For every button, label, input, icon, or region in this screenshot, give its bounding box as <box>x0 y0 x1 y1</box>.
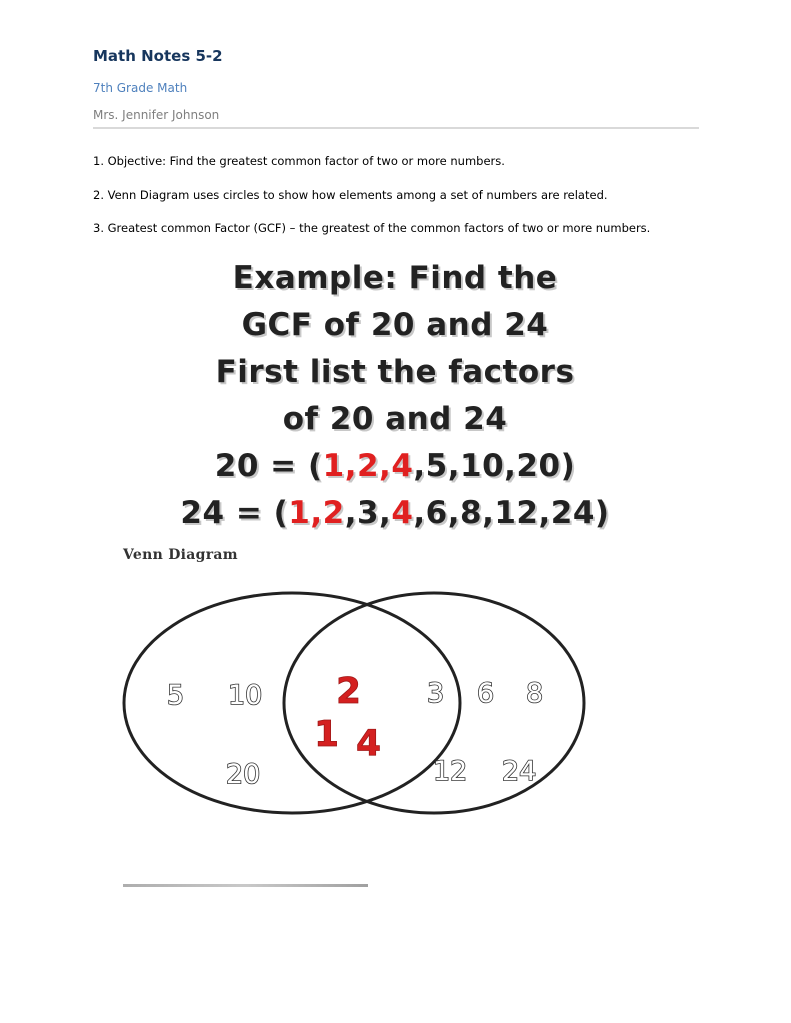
factors-20-common: 1,2,4 <box>322 448 414 484</box>
notes-list <box>93 154 733 255</box>
venn-common-number: 1 <box>314 714 340 755</box>
example-line-1: Example: Find the <box>232 260 558 296</box>
venn-left-number: 20 <box>226 759 261 790</box>
venn-diagram <box>100 540 600 830</box>
factors-of-20 <box>100 443 690 490</box>
example-line-2: GCF of 20 and 24 <box>241 307 549 343</box>
factors-of-24 <box>100 490 690 537</box>
factors-24-mid: ,3, <box>344 495 392 531</box>
factors-24-common-a: 1,2 <box>288 495 345 531</box>
venn-common-number: 4 <box>356 723 382 764</box>
note-venn-diagram: 2. Venn Diagram uses circles to show how elements among a set of numbers are related. <box>93 187 608 202</box>
example-block <box>100 255 690 537</box>
venn-right-number: 6 <box>477 678 495 709</box>
venn-right-number: 12 <box>433 756 468 787</box>
venn-left-number: 10 <box>228 680 263 711</box>
note-objective: 1. Objective: Find the greatest common factor of two or more numbers. <box>93 154 505 168</box>
factors-20-rest: ,5,10,20) <box>413 448 576 484</box>
factors-24-common-b: 4 <box>391 495 414 531</box>
venn-common-number: 2 <box>336 671 362 712</box>
venn-diagram-label: Venn Diagram <box>123 547 238 563</box>
venn-right-number: 8 <box>526 678 544 709</box>
document-title: Math Notes 5-2 <box>93 47 223 65</box>
factors-24-prefix: 24 = ( <box>180 495 289 531</box>
venn-right-number: 24 <box>502 756 537 787</box>
header-divider <box>93 127 699 129</box>
venn-right-number: 3 <box>427 678 445 709</box>
document-subtitle: 7th Grade Math <box>93 81 188 95</box>
example-line-4: of 20 and 24 <box>282 401 508 437</box>
factors-20-prefix: 20 = ( <box>214 448 323 484</box>
venn-left-number: 5 <box>167 680 185 711</box>
factors-24-rest: ,6,8,12,24) <box>413 495 610 531</box>
note-gcf-definition: 3. Greatest common Factor (GCF) – the greatest of the common factors of two or more numbers. <box>93 221 651 235</box>
example-line-3: First list the factors <box>215 354 575 390</box>
document-author: Mrs. Jennifer Johnson <box>93 108 220 122</box>
venn-caption-line <box>123 884 368 887</box>
